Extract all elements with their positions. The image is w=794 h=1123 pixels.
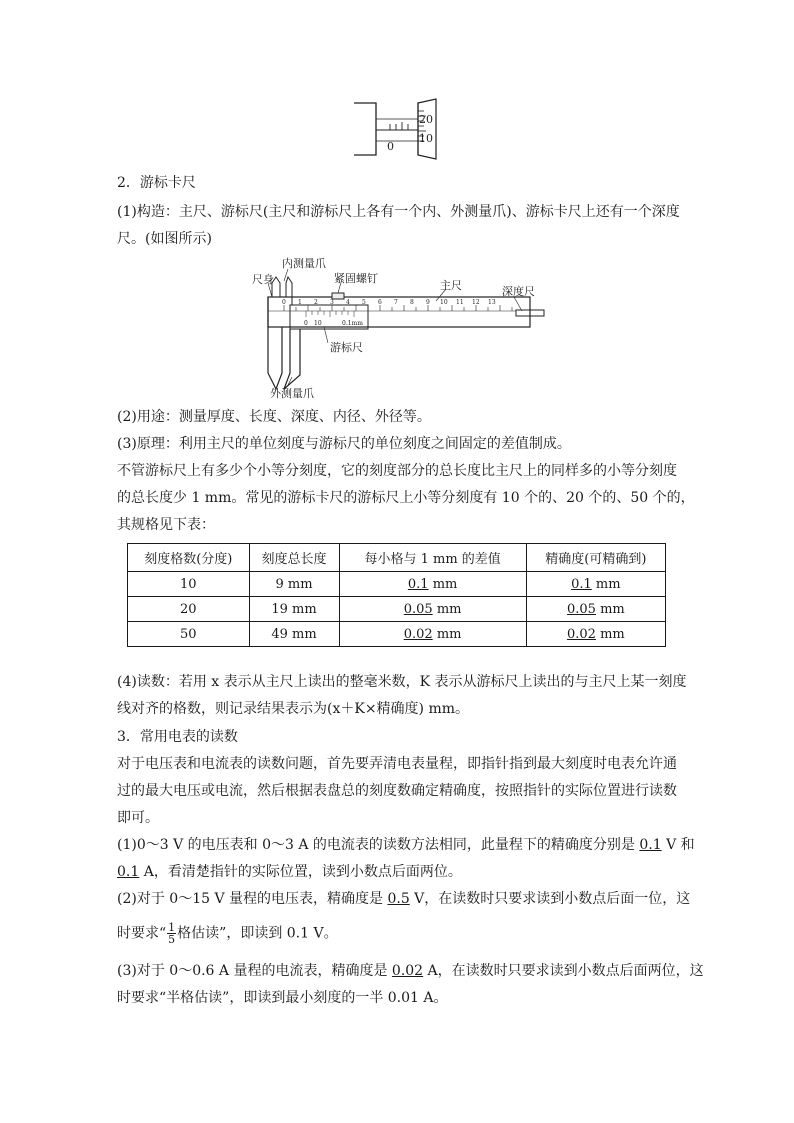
main-tick-7: 7 [394,299,398,306]
cell-diff [339,622,526,647]
table-row [128,572,666,597]
item3-line-2: 时要求“半格估读”，即读到最小刻度的一半 0.01 A。 [117,990,448,1006]
label-lock-screw: 紧固螺钉 [334,272,378,285]
main-tick-12: 12 [472,299,480,306]
label-main-scale: 主尺 [440,279,462,292]
cell-precision [526,622,665,647]
label-inner-jaw: 内测量爪 [282,257,326,270]
main-tick-9: 9 [426,299,430,306]
structure-line-1: (1)构造：主尺、游标尺(主尺和游标尺上各有一个内、外测量爪)、游标卡尺上还有一个深度 [117,204,680,220]
item2-text-a: (2)对于 0～15 V 量程的电压表，精确度是 [117,891,388,907]
table-row [128,622,666,647]
cell-diff [339,572,526,597]
principle-line: (3)原理：利用主尺的单位刻度与游标尺的单位刻度之间固定的差值制成。 [117,436,571,452]
cell-precision-unit: mm [591,576,621,592]
micrometer-scale-20: 20 [419,113,433,126]
item1-current-precision: 0.1 [117,864,140,880]
cell-divisions: 10 [128,572,250,597]
main-tick-3: 3 [330,299,334,306]
cell-diff-unit: mm [432,601,462,617]
item1-line-2 [117,862,462,882]
cell-precision-unit: mm [595,626,625,642]
item2-text-c: 时要求“ [117,925,167,942]
cell-divisions: 50 [128,622,250,647]
label-depth-gauge: 深度尺 [502,285,535,298]
vernier-zero: 0 [304,320,308,327]
section3-heading: 3．常用电表的读数 [117,729,238,745]
cell-diff-unit: mm [428,576,458,592]
micrometer-scale-10: 10 [419,132,433,145]
cell-precision-value: 0.05 [566,601,596,617]
label-ruler-body: 尺身 [252,273,274,286]
cell-total: 9 mm [249,572,339,597]
intro-line-2: 过的最大电压或电流，然后根据表盘总的刻度数确定精确度，按照指针的实际位置进行读数 [117,783,677,799]
item2-line-2 [117,922,338,945]
main-tick-10: 10 [440,299,448,306]
reading-line-1: (4)读数：若用 x 表示从主尺上读出的整毫米数，K 表示从游标尺上读出的与主尺上某一刻度 [117,674,687,690]
cell-diff [339,597,526,622]
item1-text-b: V 和 [661,837,695,853]
fraction-denominator: 5 [168,933,176,946]
item3-text-a: (3)对于 0～0.6 A 量程的电流表，精确度是 [117,963,392,979]
table-header-diff: 每小格与 1 mm 的差值 [339,544,526,572]
cell-precision-value: 0.1 [571,576,592,592]
cell-diff-value: 0.02 [403,626,433,642]
main-tick-2: 2 [314,299,318,306]
table-header-divisions: 刻度格数(分度) [128,544,250,572]
structure-line-2: 尺。(如图所示) [117,231,212,247]
table-header-precision: 精确度(可精确到) [526,544,665,572]
item3-line-1 [117,961,704,981]
main-tick-4: 4 [346,299,350,306]
main-tick-11: 11 [456,299,464,306]
para-line-1: 不管游标尺上有多少个小等分刻度，它的刻度部分的总长度比主尺上的同样多的小等分刻度 [117,463,677,479]
item1-voltage-precision: 0.1 [639,837,662,853]
main-tick-6: 6 [378,299,382,306]
vernier-ten: 10 [314,320,322,327]
label-vernier: 游标尺 [330,341,363,354]
vernier-caliper-figure [246,253,546,401]
reading-line-2: 线对齐的格数，则记录结果表示为(x＋K×精确度) mm。 [117,701,470,717]
intro-line-1: 对于电压表和电流表的读数问题，首先要弄清电表量程，即指针指到最大刻度时电表允许通 [117,756,677,772]
cell-divisions: 20 [128,597,250,622]
cell-diff-value: 0.05 [403,601,433,617]
item2-precision: 0.5 [387,891,410,907]
vernier-precision: 0.1mm [342,320,363,327]
cell-precision [526,572,665,597]
cell-diff-value: 0.1 [407,576,429,592]
para-line-3: 其规格见下表： [117,517,215,533]
main-tick-5: 5 [362,299,366,306]
cell-total: 49 mm [249,622,339,647]
cell-precision [526,597,665,622]
table-row [128,597,666,622]
main-tick-0: 0 [282,299,286,306]
para-line-2: 的总长度少 1 mm。常见的游标卡尺的游标尺上小等分刻度有 10 个的、20 个的、50 个的， [117,490,695,506]
micrometer-scale-0: 0 [387,140,394,153]
cell-total: 19 mm [249,597,339,622]
intro-line-3: 即可。 [117,810,159,826]
cell-precision-unit: mm [595,601,625,617]
item2-line-1 [117,889,690,909]
item2-text-d: 格估读”，即读到 0.1 V。 [177,925,338,942]
section2-heading: 2．游标卡尺 [117,175,196,191]
fraction-one-fifth [167,922,176,945]
micrometer-figure [350,97,440,161]
item1-text-d: A，看清楚指针的实际位置，读到小数点后面两位。 [139,864,462,880]
item3-precision: 0.02 [391,963,424,979]
item1-line-1 [117,835,695,855]
table-header-total: 刻度总长度 [249,544,339,572]
main-tick-13: 13 [488,299,496,306]
vernier-spec-table [127,543,666,647]
label-outer-jaw: 外测量爪 [270,387,314,400]
cell-precision-value: 0.02 [566,626,596,642]
item1-text-a: (1)0～3 V 的电压表和 0～3 A 的电流表的读数方法相同，此量程下的精确度分别是 [117,837,640,853]
fraction-numerator: 1 [168,921,176,934]
main-tick-8: 8 [410,299,414,306]
usage-line: (2)用途：测量厚度、长度、深度、内径、外径等。 [117,409,431,425]
item3-text-b: A，在读数时只要求读到小数点后面两位，这 [423,963,704,979]
item2-text-b: V，在读数时只要求读到小数点后面一位，这 [409,891,691,907]
cell-diff-unit: mm [432,626,462,642]
main-tick-1: 1 [298,299,302,306]
table-header-row [128,544,666,572]
